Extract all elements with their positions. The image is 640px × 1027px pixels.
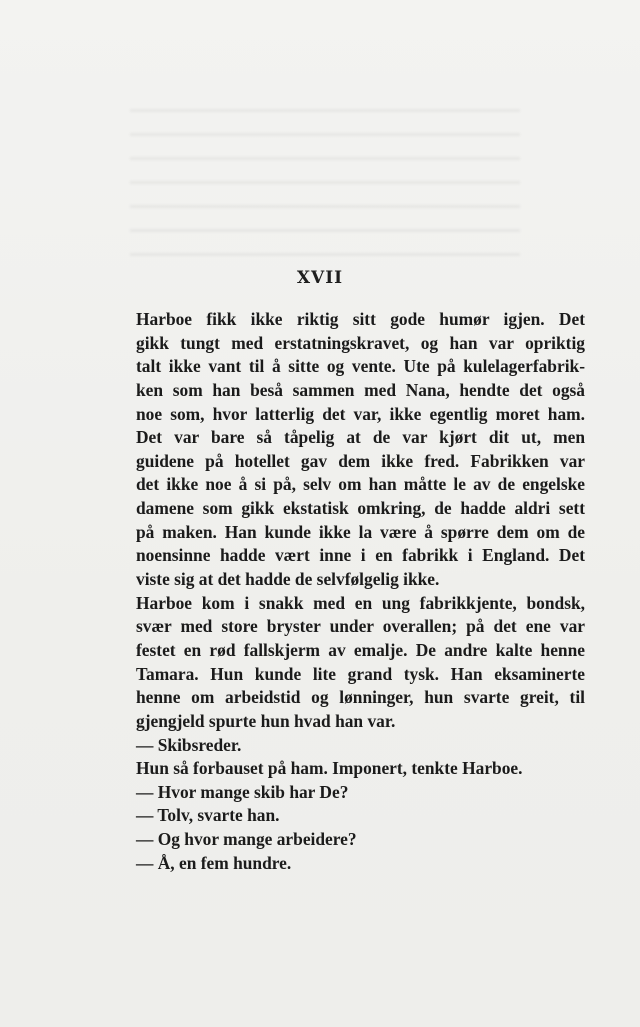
text-line: Harboe kom i snakk med en ung fabrikkjente, bondsk, <box>136 592 585 613</box>
text-line: damene som gikk ekstatisk omkring, de hadde aldri sett <box>136 498 585 519</box>
body-text <box>136 308 585 875</box>
text-line: talt ikke vant til å sitte og vente. Ute på kulelagerfabrik- <box>136 356 585 377</box>
text-line: på maken. Han kunde ikke la være å spørre dem om de <box>136 521 585 542</box>
text-line: guidene på hotellet gav dem ikke fred. Fabrikken var <box>136 450 585 471</box>
text-line: viste sig at det hadde de selvfølgelig ikke. <box>136 569 440 590</box>
text-line: Det var bare så tåpelig at de var kjørt dit ut, men <box>136 427 585 448</box>
text-line: svær med store bryster under overallen; på det ene var <box>136 616 585 637</box>
dialogue-line: — Å, en fem hundre. <box>136 852 292 873</box>
text-line: noensinne hadde vært inne i en fabrikk i England. Det <box>136 545 585 566</box>
dialogue-line: — Og hvor mange arbeidere? <box>136 829 357 850</box>
text-line: noe som, hvor latterlig det var, ikke egentlig moret ham. <box>136 403 585 424</box>
text-line: gikk tungt med erstatningskravet, og han var opriktig <box>136 332 585 353</box>
text-line: festet en rød fallskjerm av emalje. De andre kalte henne <box>136 639 585 660</box>
text-line: det ikke noe å si på, selv om han måtte le av de engelske <box>136 474 585 495</box>
text-line: gjengjeld spurte hun hvad han var. <box>136 710 396 731</box>
dialogue-line: — Tolv, svarte han. <box>136 805 280 826</box>
text-line: Harboe fikk ikke riktig sitt gode humør igjen. Det <box>136 309 585 329</box>
text-line: Tamara. Hun kunde lite grand tysk. Han eksaminerte <box>136 663 585 684</box>
text-line: henne om arbeidstid og lønninger, hun svarte greit, til <box>136 687 585 708</box>
text-line: ken som han beså sammen med Nana, hendte det også <box>136 379 585 400</box>
text-line: Hun så forbauset på ham. Imponert, tenkte Harboe. <box>136 758 523 779</box>
bleed-through-shadow <box>130 95 520 275</box>
chapter-heading: XVII <box>296 268 344 288</box>
dialogue-line: — Hvor mange skib har De? <box>136 781 349 802</box>
dialogue-line: — Skibsreder. <box>136 734 242 755</box>
